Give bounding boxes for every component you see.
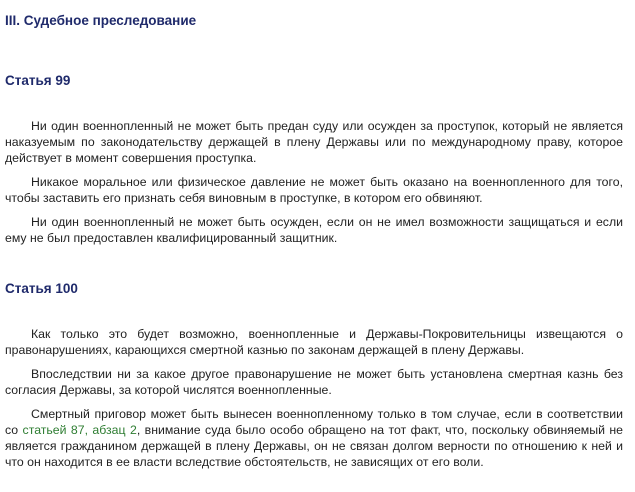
article-99-paragraph-2: Никакое моральное или физическое давление не может быть оказано на военнопленного для того, чтобы заставить его признать себя виновным в проступке, в котором его обвиняют. (5, 175, 623, 205)
article-100-paragraph-3 (5, 406, 623, 470)
section-title: III. Судебное преследование (5, 13, 197, 28)
article-100-paragraph-2: Впоследствии ни за какое другое правонарушение не может быть установлена смертная казнь без согласия Державы, за которой числятся военнопленные. (5, 367, 623, 397)
article-99-title: Статья 99 (5, 73, 71, 88)
article-100-title: Статья 100 (5, 281, 78, 296)
paragraph-text-before-link: Смертный приговор может быть вынесен военнопленному только в том случае, если в соответствии со (5, 407, 623, 437)
article-99-paragraph-3: Ни один военнопленный не может быть осужден, если он не имел возможности защищаться и если ему не был предоставлен квалифицированный защитник. (5, 215, 623, 245)
article-99-paragraph-1: Ни один военнопленный не может быть предан суду или осужден за проступок, который не является наказуемым по законодательству держащей в плену Державы или по международному праву, которое действует в момент совершения проступка. (5, 119, 623, 165)
article-87-link[interactable]: статьей 87, абзац 2 (22, 423, 137, 437)
document-content (5, 10, 623, 470)
article-100-paragraph-1: Как только это будет возможно, военнопленные и Державы-Покровительницы извещаются о правонарушениях, карающихся смертной казнью по законам держащей в плену Державы. (5, 327, 623, 357)
paragraph-text-after-link: , внимание суда было особо обращено на тот факт, что, поскольку обвиняемый не является гражданином держащей в плену Державы, он не связан долгом верности по отношению к ней и что он находится в ее власти вследствие обстоятельств, не зависящих от его воли. (5, 423, 623, 469)
